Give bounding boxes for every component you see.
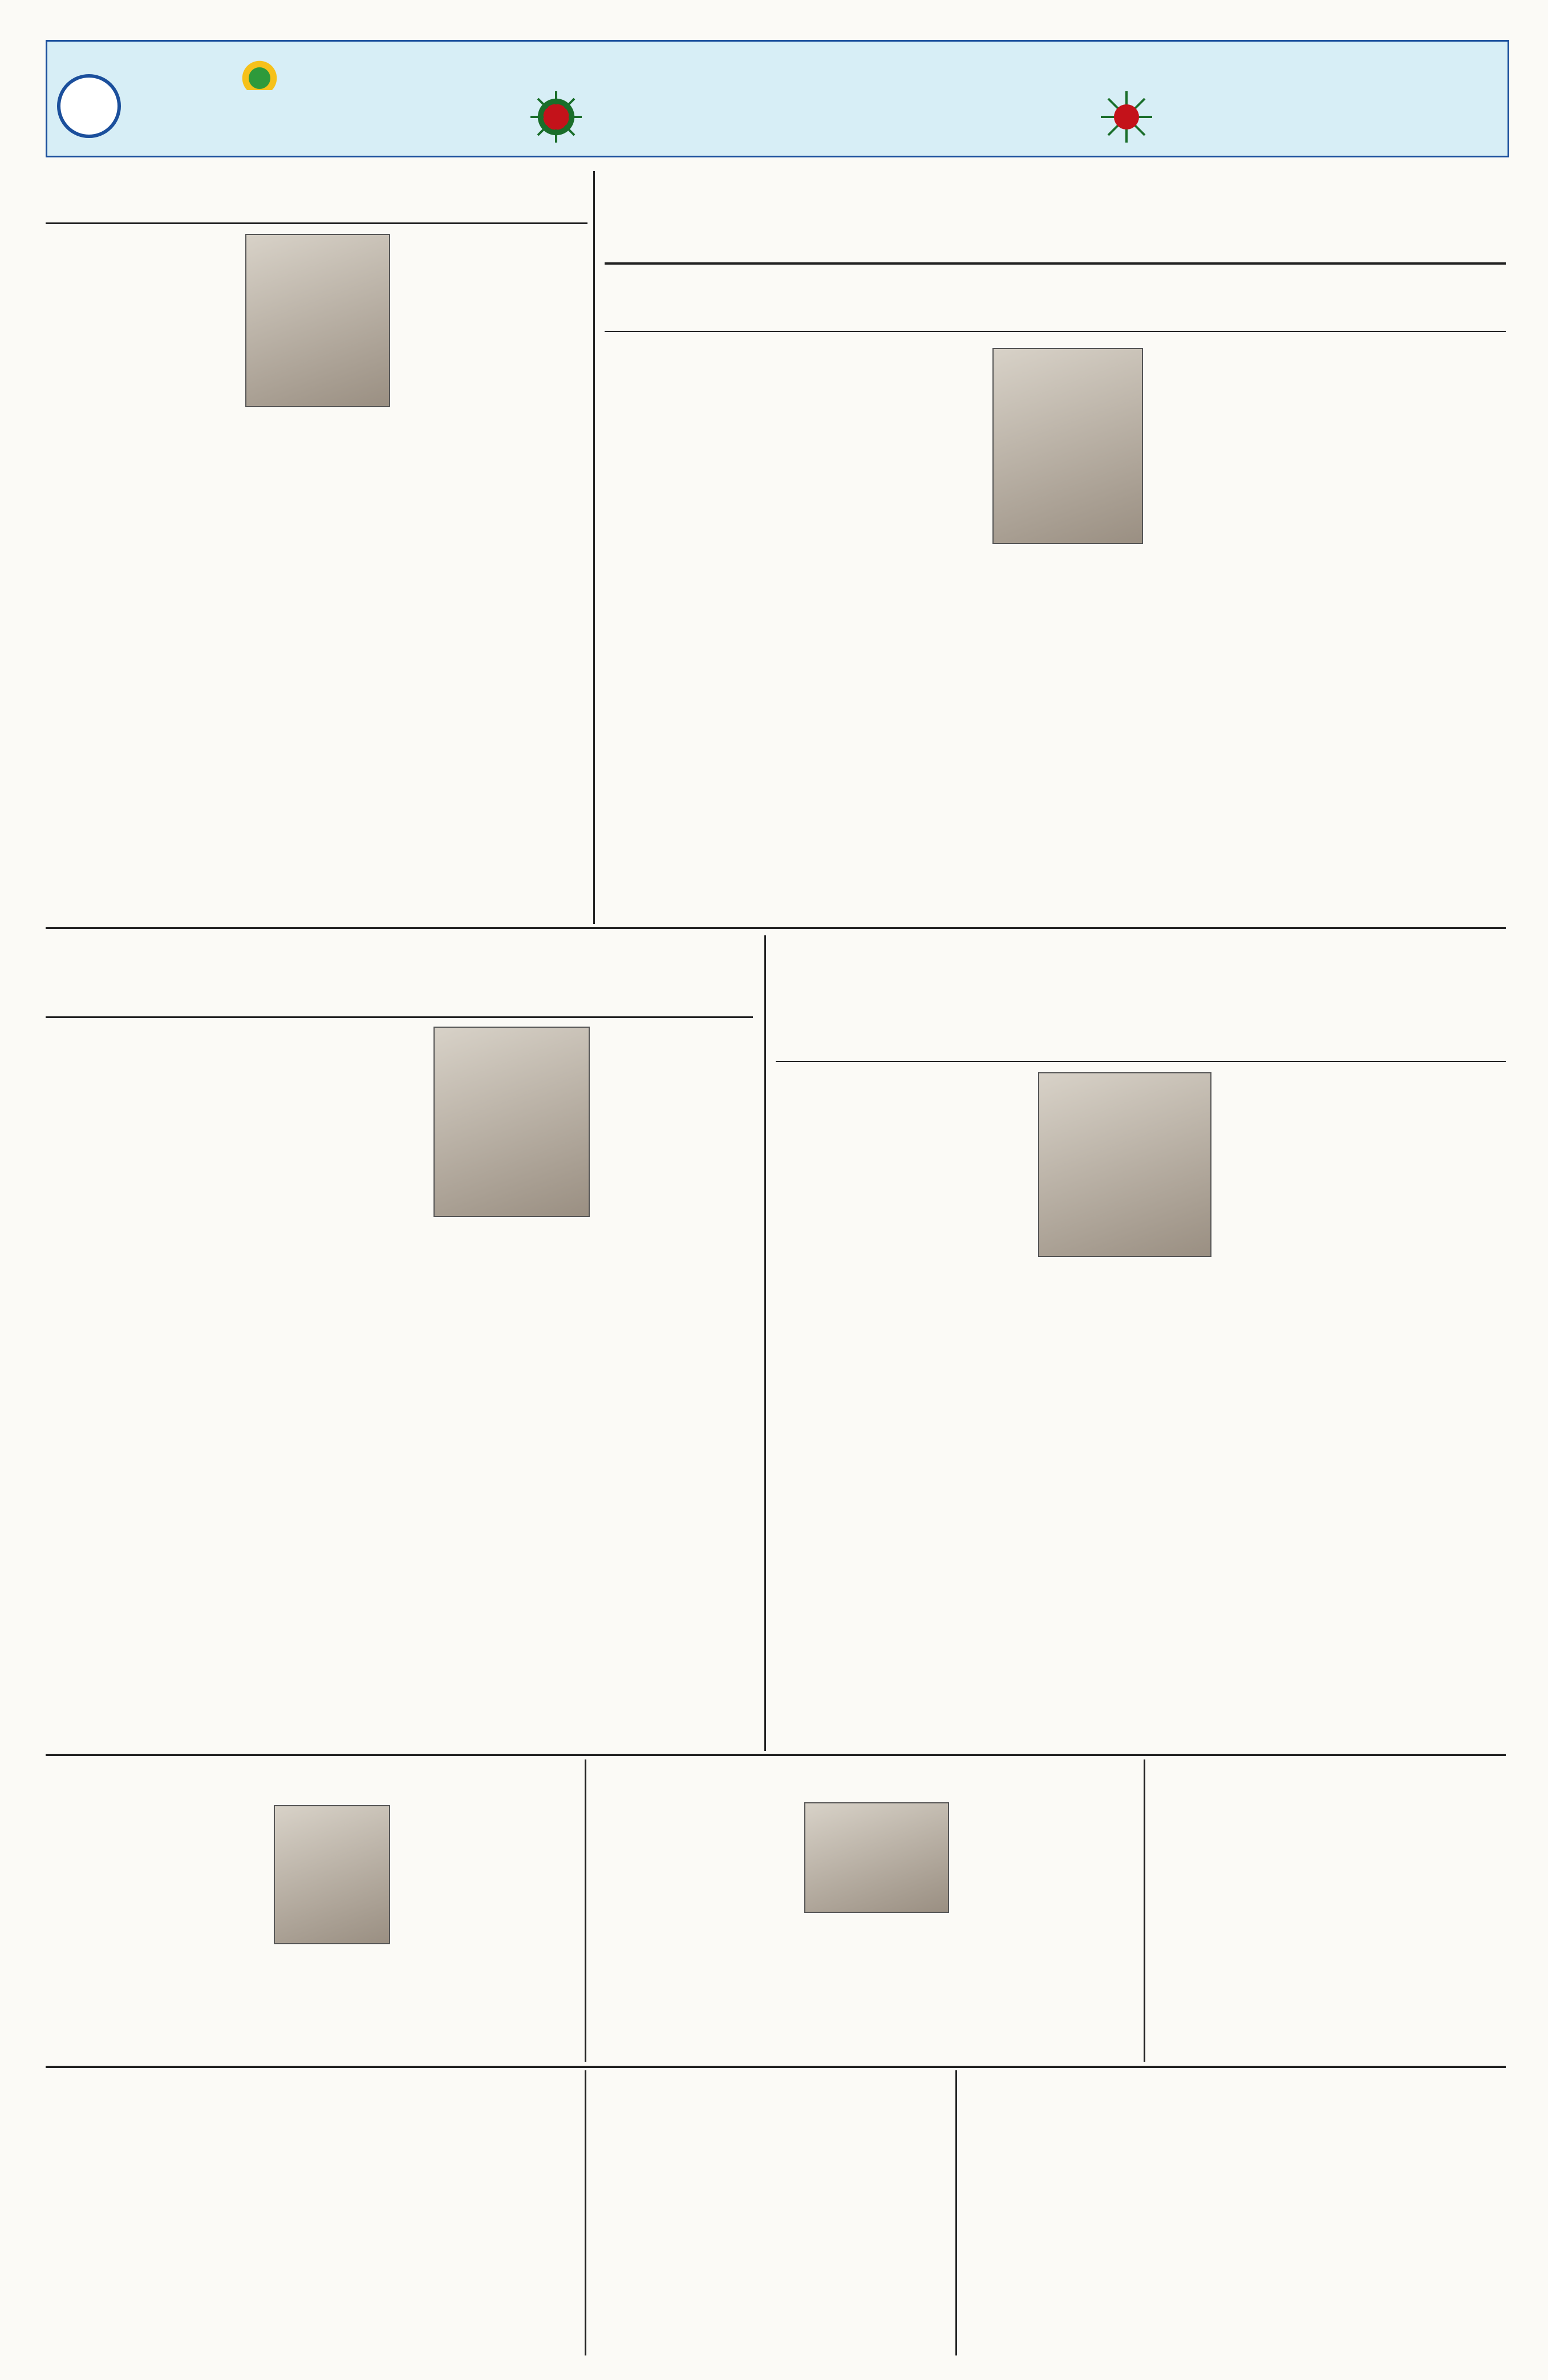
- divider: [46, 927, 1506, 929]
- story5-text-col2: [46, 1805, 268, 2059]
- divider: [585, 1759, 586, 2062]
- story4-text-col4: [46, 1369, 285, 1745]
- story1-text-col2: [793, 548, 1141, 918]
- story5-text-col1: [399, 1805, 576, 2059]
- story6-text-col2: [593, 1802, 799, 2059]
- story3-text-col1: [1221, 1072, 1506, 1745]
- divider: [776, 1061, 1506, 1062]
- story6-text-col3: [804, 1916, 947, 2059]
- story8-text: [964, 2150, 1506, 2344]
- supreme-court-photo: [804, 1802, 949, 1913]
- story10-text: [46, 2110, 576, 2344]
- story7-text: [1152, 1802, 1506, 2059]
- divider: [46, 1016, 753, 1018]
- divider: [593, 171, 595, 924]
- story2-text-col1: [399, 234, 587, 918]
- logo: [148, 47, 388, 149]
- kharge-photo: [274, 1805, 390, 1944]
- divider: [605, 262, 1506, 265]
- madani-photo: [433, 1027, 590, 1217]
- story3-text-col2: [776, 1072, 1027, 1745]
- story1-text-col3: [605, 348, 787, 918]
- divider: [46, 1754, 1506, 1756]
- sun-emblem-right-icon: [1101, 91, 1152, 143]
- divider: [605, 331, 1506, 332]
- divider: [46, 2066, 1506, 2068]
- story4-text-col2: [297, 1027, 428, 1745]
- story9-text: [593, 2110, 947, 2344]
- logo-emblem-icon: [234, 50, 285, 90]
- shahjahan-photo: [245, 234, 390, 407]
- divider: [764, 935, 766, 1751]
- story3-text-col3: [1038, 1260, 1209, 1745]
- story4-text-col1: [593, 1027, 753, 1745]
- story2-text-col2: [46, 234, 234, 918]
- story1-text-col1: [1152, 348, 1506, 918]
- story2-text-col3: [240, 411, 394, 918]
- page-number-badge: [57, 74, 121, 138]
- story6-text-col1: [958, 1802, 1135, 2059]
- story4-text-col3: [433, 1221, 587, 1745]
- modi-photo: [992, 348, 1143, 544]
- divider: [585, 2070, 586, 2355]
- divider: [46, 222, 587, 224]
- akhilesh-photo: [1038, 1072, 1211, 1257]
- sun-emblem-left-icon: [530, 91, 582, 143]
- divider: [1144, 1759, 1145, 2062]
- divider: [955, 2070, 957, 2355]
